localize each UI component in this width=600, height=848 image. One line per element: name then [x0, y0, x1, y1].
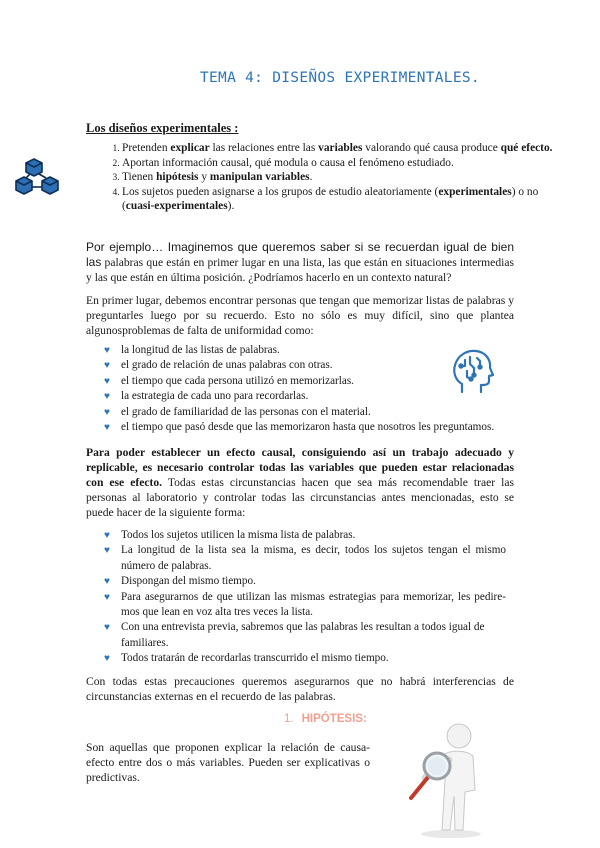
- list-item: 2. Aportan información causal, qué modula o causa el fenómeno estudiado.: [122, 156, 572, 171]
- causal-paragraph: Para poder establecer un efecto causal, consiguiendo así un trabajo adecuado y replicable, es necesario controlar todas las variables que pueden estar relacionadas con ese efecto. Todas estas circunstancias hacen que sea más recomendable traer las personas al laboratorio y controlar todas las circunstancias antes mencionadas, esto se puede hacer de la siguiente forma:: [86, 446, 514, 519]
- heart-icon: ♥: [104, 406, 110, 418]
- page-title: TEMA 4: DISEÑOS EXPERIMENTALES.: [200, 70, 480, 86]
- list-item: ♥ el grado de familiaridad de las personas con el material.: [86, 405, 516, 420]
- heart-icon: ♥: [104, 391, 110, 403]
- section-heading-hypothesis: 1. HIPÓTESIS:: [284, 713, 367, 725]
- heart-icon: ♥: [104, 375, 110, 387]
- heart-icon: ♥: [104, 545, 110, 557]
- heart-icon: ♥: [104, 622, 110, 634]
- list-item: 1. Pretenden explicar las relaciones entre las variables valorando qué causa produce qué efecto.: [122, 141, 572, 156]
- cubes-icon: [14, 157, 70, 199]
- heart-icon: ♥: [104, 345, 110, 356]
- list-item: ♥ La longitud de la lista sea la misma, es decir, todos los sujetos tengan el mismo número de palabras.: [104, 544, 506, 572]
- list-item: ♥ la estrategia de cada uno para recordarlas.: [86, 389, 516, 404]
- controls-list: [86, 528, 506, 667]
- list-item: ♥ el grado de relación de unas palabras con otras.: [86, 358, 516, 373]
- conclusion-paragraph: Con todas estas precauciones queremos asegurarnos que no habrá interferencias de circunstancias externas en el recuerdo de las palabras.: [86, 675, 514, 703]
- list-item: ♥ el tiempo que cada persona utilizó en memorizarlas.: [86, 374, 516, 389]
- list-item: ♥ el tiempo que pasó desde que las memorizaron hasta que nosotros les preguntamos.: [86, 420, 516, 435]
- list-item: 3. Tienen hipótesis y manipulan variables.: [122, 170, 572, 185]
- heart-icon: ♥: [104, 576, 110, 588]
- list-item: ♥ Todos tratarán de recordarlas transcurrido el mismo tiempo.: [86, 651, 506, 666]
- list-item: ♥ Dispongan del mismo tiempo.: [86, 574, 506, 589]
- heart-icon: ♥: [104, 653, 110, 665]
- heart-icon: ♥: [104, 591, 110, 603]
- heart-icon: ♥: [104, 422, 110, 434]
- list-item: ♥ Con una entrevista previa, sabremos que las palabras les resultan a todos igual de familiares.: [104, 621, 485, 649]
- section-heading: Los diseños experimentales :: [86, 121, 239, 135]
- magnifier-figure-icon: [405, 720, 497, 840]
- brain-head-icon: [450, 348, 494, 394]
- heart-icon: ♥: [104, 530, 110, 541]
- hypothesis-paragraph: Son aquellas que proponen explicar la relación de causa-efecto entre dos o más variables. Pueden ser explicativas o predictivas.: [86, 741, 370, 784]
- heart-icon: ♥: [104, 360, 110, 372]
- list-item: ♥ la longitud de las listas de palabras.: [86, 343, 516, 358]
- first-paragraph: En primer lugar, debemos encontrar personas que tengan que memorizar listas de palabras y preguntarles luego por su recuerdo. Esto no sólo es muy difícil, sino que plantea algunosproblemas de falta de uniformidad como:: [86, 294, 514, 337]
- list-item: 4. Los sujetos pueden asignarse a los grupos de estudio aleatoriamente (experimentales) o no (cuasi-experimentales).: [122, 185, 572, 214]
- example-paragraph: Por ejemplo… Imaginemos que queremos saber si se recuerdan igual de bien las palabras que están en primer lugar en una lista, las que están en situaciones intermedias y las que están en última posición. ¿Podríamos hacerlo en un contexto natural?: [86, 240, 514, 284]
- objectives-list: [86, 141, 572, 214]
- list-item: ♥ Todos los sujetos utilicen la misma lista de palabras.: [86, 528, 506, 543]
- list-item: ♥ Para asegurarnos de que utilizan las mismas estrategias para memorizar, les pediremos que lean en voz alta tres veces la lista.: [104, 590, 506, 619]
